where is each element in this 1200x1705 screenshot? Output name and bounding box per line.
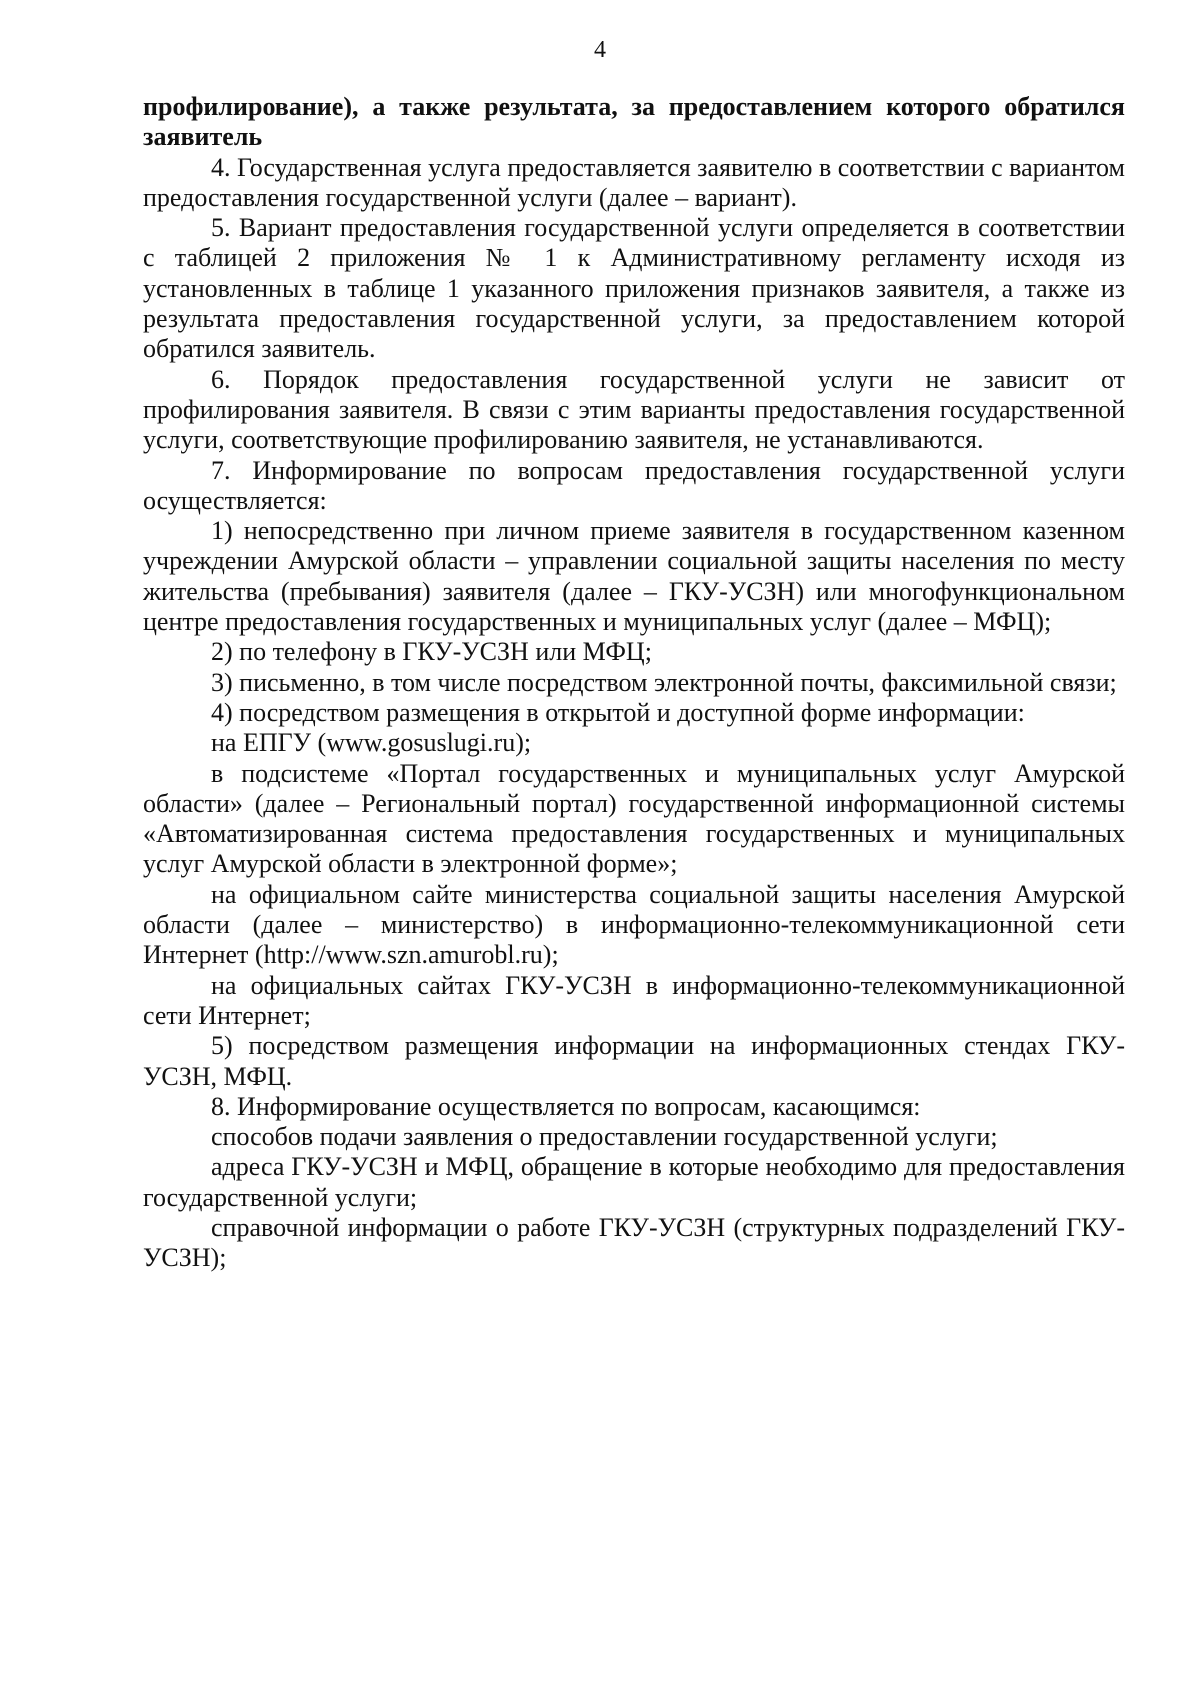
list-subitem-application-methods: способов подачи заявления о предоставлении государственной услуги;: [211, 1122, 998, 1152]
document-body: [143, 92, 1125, 1274]
page-number: 4: [594, 37, 606, 63]
list-item-7-4: 4) посредством размещения в открытой и доступной форме информации:: [211, 697, 1025, 727]
list-subitem-gku-sites: на официальных сайтах ГКУ-УСЗН в информационно-телекоммуникационной сети Интернет;: [143, 970, 1125, 1030]
list-item-7-3: 3) письменно, в том числе посредством электронной почты, факсимильной связи;: [211, 667, 1117, 697]
paragraph-7: 7. Информирование по вопросам предоставления государственной услуги осуществляется:: [143, 455, 1125, 515]
paragraph-6: 6. Порядок предоставления государственной услуги не зависит от профилирования заявителя. В связи с этим варианты предоставления государственной услуги, соответствующие профилированию заявителя, не устанавливаются.: [143, 364, 1125, 455]
list-item-7-5: 5) посредством размещения информации на информационных стендах ГКУ-УСЗН, МФЦ.: [143, 1031, 1125, 1091]
list-subitem-reference-info: справочной информации о работе ГКУ-УСЗН (структурных подразделений ГКУ-УСЗН);: [143, 1212, 1125, 1273]
list-item-7-1: 1) непосредственно при личном приеме заявителя в государственном казенном учреждении Амурской области – управлении социальной защиты населения по месту жительства (пребывания) заявителя (далее – ГКУ-УСЗН) или многофункциональном центре предоставления государственных и муниципальных услуг (далее – МФЦ);: [143, 516, 1125, 637]
paragraph-5: 5. Вариант предоставления государственной услуги определяется в соответствии с таблицей 2 приложения № 1 к Административному регламенту исходя из установленных в таблице 1 указанного приложения признаков заявителя, а также из результата предоставления государственной услуги, за предоставлением которой обратился заявитель.: [143, 213, 1125, 364]
paragraph-4: 4. Государственная услуга предоставляется заявителю в соответствии с вариантом предоставления государственной услуги (далее – вариант).: [143, 152, 1125, 212]
list-subitem-addresses: адреса ГКУ-УСЗН и МФЦ, обращение в которые необходимо для предоставления государственной услуги;: [143, 1152, 1125, 1212]
list-subitem-regional-portal: в подсистеме «Портал государственных и муниципальных услуг Амурской области» (далее – Региональный портал) государственной информационной системы «Автоматизированная система предоставления государственных и муниципальных услуг Амурской области в электронной форме»;: [143, 758, 1125, 879]
list-item-7-2: 2) по телефону в ГКУ-УСЗН или МФЦ;: [211, 637, 652, 667]
list-subitem-epgu: на ЕПГУ (www.gosuslugi.ru);: [211, 728, 532, 758]
section-heading-continuation: профилирование), а также результата, за предоставлением которого обратился заявитель: [143, 92, 1125, 152]
paragraph-8: 8. Информирование осуществляется по вопросам, касающимся:: [211, 1091, 921, 1121]
list-subitem-ministry-site: на официальном сайте министерства социальной защиты населения Амурской области (далее – министерство) в информационно-телекоммуникационной сети Интернет (http://www.szn.amurobl.ru);: [143, 879, 1125, 970]
